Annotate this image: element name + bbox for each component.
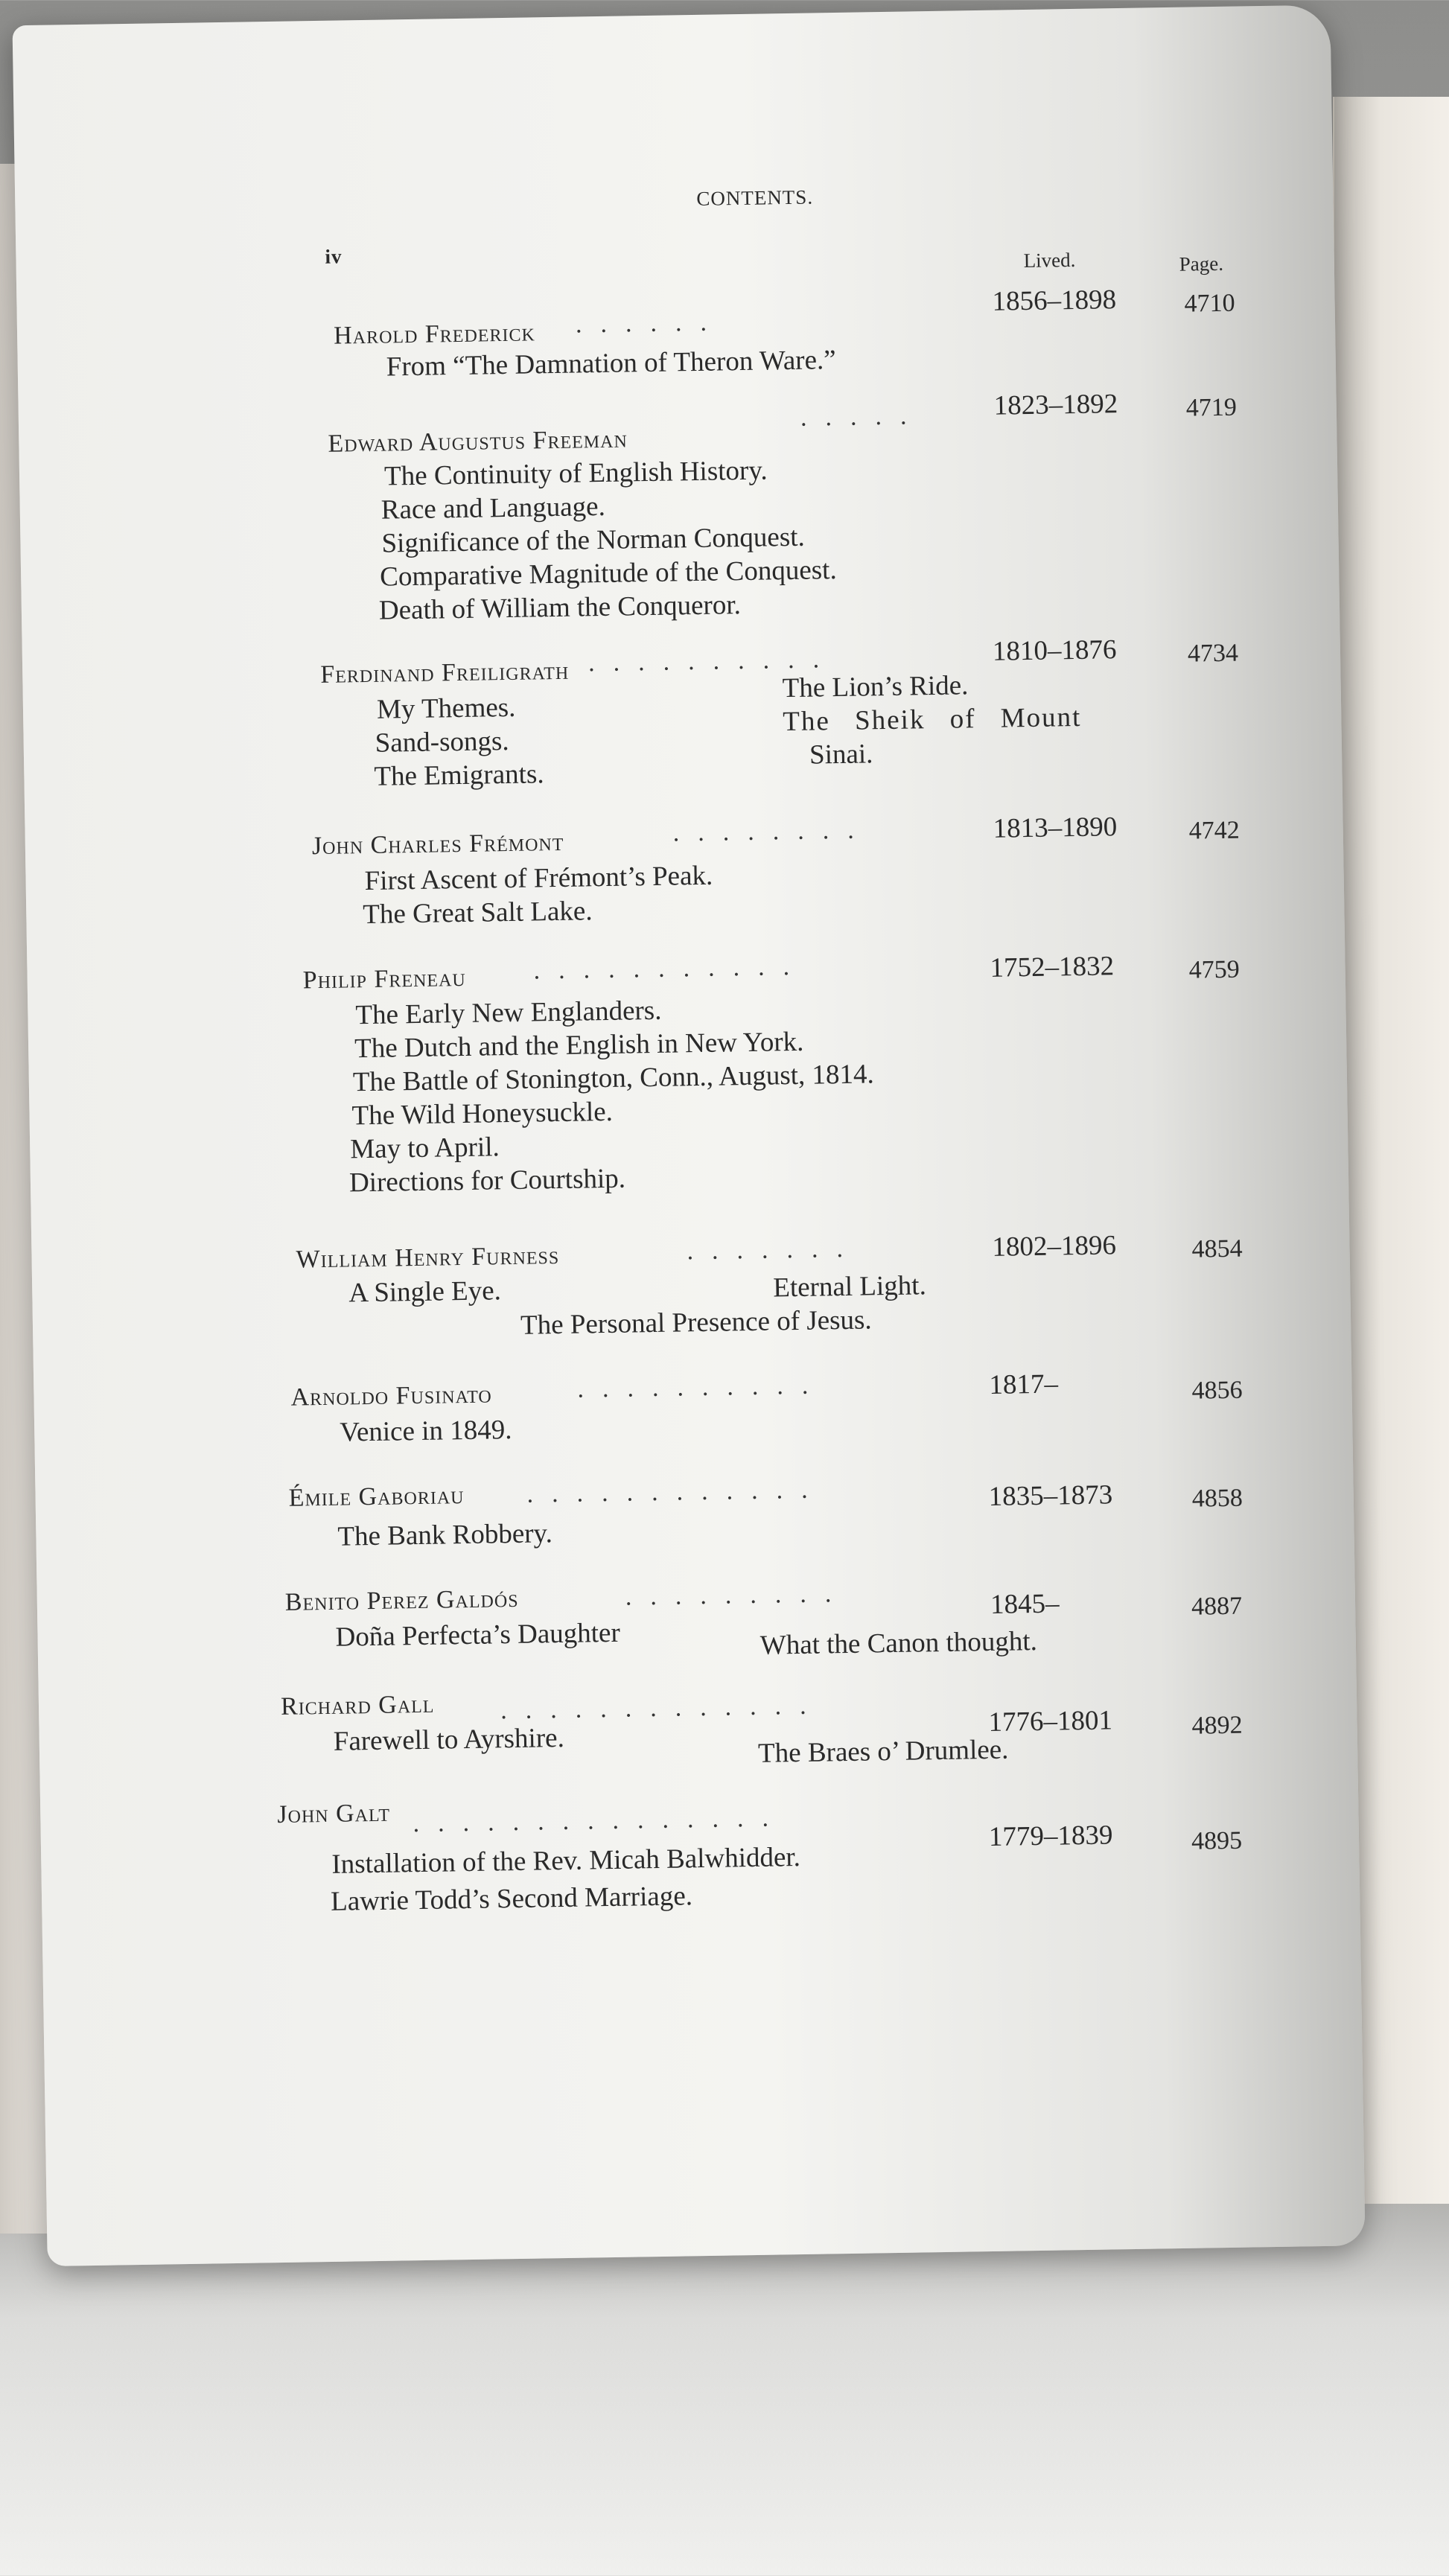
page-number: 4856	[1191, 1376, 1243, 1405]
work-title: The Battle of Stonington, Conn., August, 1814.	[352, 1059, 875, 1098]
page-number: 4759	[1188, 955, 1240, 984]
work-title: The Continuity of English History.	[383, 455, 768, 492]
author-lived: 1845–	[990, 1588, 1060, 1620]
leader-dots: ..........	[577, 1371, 827, 1403]
leader-dots: .....	[800, 402, 926, 432]
work-title: The Braes o’ Drumlee.	[757, 1734, 1009, 1769]
work-title: The Personal Presence of Jesus.	[520, 1304, 872, 1341]
work-title: Installation of the Rev. Micah Balwhidder.	[331, 1842, 801, 1880]
work-title: From “The Damnation of Theron Ware.”	[386, 345, 836, 383]
page-number: 4887	[1191, 1592, 1243, 1621]
leader-dots: .......	[687, 1234, 862, 1266]
author-lived: 1779–1839	[988, 1820, 1113, 1853]
work-title: A Single Eye.	[348, 1275, 502, 1309]
work-title: The Dutch and the English in New York.	[354, 1026, 804, 1065]
page-number: 4892	[1191, 1711, 1243, 1740]
work-title: What the Canon thought.	[759, 1625, 1038, 1661]
work-title: Directions for Courtship.	[348, 1163, 626, 1199]
leader-dots: .............	[500, 1692, 825, 1725]
work-title: Lawrie Todd’s Second Marriage.	[330, 1881, 693, 1917]
author-lived: 1823–1892	[993, 389, 1118, 421]
work-title: The Great Salt Lake.	[363, 896, 593, 931]
running-title: CONTENTS.	[696, 185, 814, 210]
work-title: Eternal Light.	[772, 1270, 927, 1304]
work-title: Venice in 1849.	[339, 1415, 512, 1448]
page-number: 4742	[1188, 816, 1241, 845]
leader-dots: ............	[526, 1476, 827, 1508]
leader-dots: ......	[575, 308, 726, 339]
work-title: Farewell to Ayrshire.	[333, 1722, 565, 1757]
page-number: 4895	[1191, 1826, 1243, 1855]
author-name: Philip Freneau	[302, 963, 466, 995]
page-number: 4854	[1191, 1234, 1243, 1263]
author-lived: 1802–1896	[992, 1230, 1117, 1263]
work-title: Race and Language.	[380, 491, 606, 526]
author-name: John Charles Frémont	[311, 828, 564, 861]
leader-dots: ...............	[413, 1804, 788, 1838]
work-title: The Bank Robbery.	[337, 1518, 553, 1552]
leader-dots: .........	[625, 1579, 850, 1611]
leader-dots: ...........	[533, 952, 809, 985]
page-number: 4734	[1187, 639, 1239, 668]
work-title: My Themes.	[376, 692, 516, 725]
page-number: 4858	[1191, 1484, 1243, 1513]
column-head-page: Page.	[1179, 252, 1224, 275]
author-name: Émile Gaboriau	[288, 1482, 465, 1512]
work-title: Sand-songs.	[375, 725, 509, 759]
author-name: Benito Perez Galdós	[284, 1584, 519, 1616]
work-title: May to April.	[349, 1132, 500, 1165]
author-lived: 1776–1801	[988, 1705, 1113, 1738]
author-lived: 1817–	[989, 1368, 1059, 1400]
column-head-lived: Lived.	[1023, 248, 1076, 272]
author-name: Richard Gall	[280, 1690, 435, 1721]
book-page	[13, 5, 1366, 2266]
page-numeral: iv	[325, 245, 343, 268]
author-lived: 1835–1873	[988, 1479, 1113, 1512]
page-number: 4719	[1185, 393, 1238, 422]
author-name: Harold Frederick	[333, 319, 536, 350]
author-lived: 1813–1890	[993, 812, 1118, 844]
leader-dots: ..........	[587, 645, 838, 678]
work-title: Death of William the Conqueror.	[378, 590, 742, 626]
author-lived: 1752–1832	[990, 951, 1115, 983]
author-name: Ferdinand Freiligrath	[320, 657, 570, 689]
author-name: John Galt	[277, 1799, 391, 1829]
author-name: Edward Augustus Freeman	[328, 425, 628, 458]
work-title: The Early New Englanders.	[355, 995, 662, 1031]
work-title: Significance of the Norman Conquest.	[381, 521, 806, 559]
work-title: The Lion’s Ride.	[782, 670, 969, 704]
author-name: William Henry Furness	[296, 1241, 560, 1274]
work-title: Doña Perfecta’s Daughter	[335, 1617, 621, 1653]
page-number: 4710	[1184, 289, 1235, 318]
work-title: The Emigrants.	[374, 759, 544, 792]
work-title: First Ascent of Frémont’s Peak.	[364, 860, 713, 897]
work-title: Sinai.	[809, 739, 873, 771]
work-title: The Sheik of Mount	[783, 701, 1082, 738]
work-title: Comparative Magnitude of the Conquest.	[379, 555, 837, 593]
author-name: Arnoldo Fusinato	[290, 1380, 493, 1412]
work-title: The Wild Honeysuckle.	[351, 1096, 614, 1132]
author-lived: 1810–1876	[992, 634, 1117, 667]
author-lived: 1856–1898	[992, 284, 1117, 317]
leader-dots: ........	[672, 816, 873, 847]
